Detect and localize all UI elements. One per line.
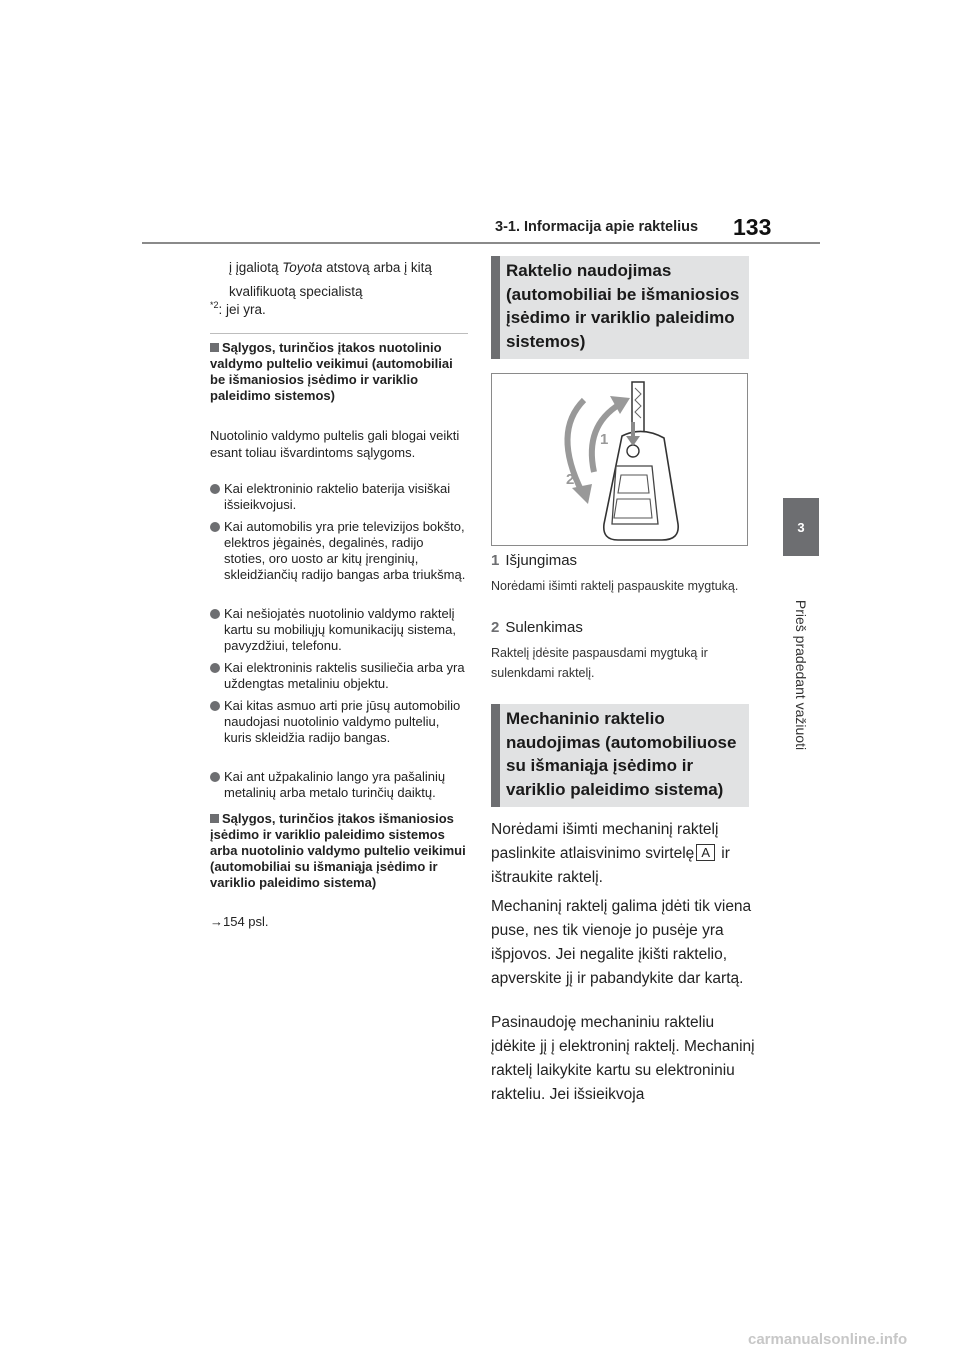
- square-bullet-icon: [210, 814, 219, 823]
- square-bullet-icon: [210, 343, 219, 352]
- intro-text: į įgaliotą Toyota atstovą arba į kitą kvalifikuotą specialistą: [229, 260, 432, 299]
- paragraph-store-key: Pasinaudoję mechaniniu rakteliu įdėkite jį į elektroninį raktelį. Mechaninį raktelį laikykite kartu su elektroniniu rakteliu. Jei išsieikvoja: [491, 1014, 755, 1103]
- header-divider: [142, 242, 820, 244]
- section-heading-key-use: Raktelio naudojimas (automobiliai be išmaniosios įsėdimo ir variklio paleidimo sistemos): [491, 256, 749, 359]
- list-item: Kai ant užpakalinio lango yra pašalinių metalinių arba metalo turinčių daiktų.: [210, 769, 468, 801]
- conditions-intro: Nuotolinio valdymo pultelis gali blogai veikti esant toliau išvardintoms sąlygoms.: [210, 428, 460, 460]
- footnote-mark: *2: [210, 300, 219, 310]
- bullet-icon: [210, 484, 220, 494]
- step-number: 1: [491, 552, 500, 569]
- watermark: carmanualsonline.info: [748, 1331, 908, 1348]
- bullet-icon: [210, 609, 220, 619]
- paragraph-insert-key: Mechaninį raktelį galima įdėti tik viena puse, nes tik vienoje jo pusėje yra išpjovos. Jei negalite įkišti raktelio, apverskite jį ir pabandykite dar kartą.: [491, 898, 752, 987]
- bullet-icon: [210, 663, 220, 673]
- conditions-heading-1: Sąlygos, turinčios įtakos nuotolinio valdymo pultelio veikimui (automobiliai be išmaniosios įsėdimo ir variklio paleidimo sistemos): [210, 340, 453, 403]
- step-description: Norėdami išimti raktelį paspauskite mygtuką.: [491, 579, 739, 593]
- page-number: 133: [733, 214, 772, 240]
- list-item: Kai automobilis yra prie televizijos bokšto, elektros jėgainės, degalinės, radijo stoties, oro uosto ar kitų įrenginių, skleidžiančių radijo bangas arba triukšmą.: [210, 519, 468, 583]
- step-1: [491, 552, 577, 569]
- chapter-number: 3: [797, 519, 805, 535]
- key-illustration: [491, 373, 748, 546]
- list-item: Kai elektroninio raktelio baterija visiškai išsieikvojusi.: [210, 481, 468, 513]
- conditions-heading-2: Sąlygos, turinčios įtakos išmaniosios įsėdimo ir variklio paleidimo sistemos arba nuotolinio valdymo pultelio veikimui (automobiliai su išmaniąja įsėdimo ir variklio paleidimo sistema): [210, 811, 466, 890]
- paragraph-remove-key: Norėdami išimti mechaninį raktelį paslinkite atlaisvinimo svirtelę A ir ištraukite raktelį.: [491, 821, 730, 886]
- brand-name: Toyota: [282, 260, 323, 275]
- section-title: 3-1. Informacija apie raktelius: [495, 219, 699, 235]
- heading-accent-bar: [491, 704, 500, 807]
- figure-label-1: 1: [600, 431, 609, 448]
- bullet-icon: [210, 701, 220, 711]
- list-item: Kai kitas asmuo arti prie jūsų automobilio naudojasi nuotolinio valdymo pulteliu, kuris skleidžia radijo bangas.: [210, 698, 468, 746]
- step-2: [491, 619, 583, 636]
- list-item: Kai elektroninis raktelis susiliečia arba yra uždengtas metaliniu objektu.: [210, 660, 468, 692]
- step-description: Raktelį įdėsite paspausdami mygtuką ir sulenkdami raktelį.: [491, 646, 708, 680]
- callout-label-a: A: [696, 844, 715, 861]
- figure-label-2: 2: [566, 471, 575, 488]
- left-divider: [210, 333, 468, 334]
- step-number: 2: [491, 619, 500, 636]
- footnote: $^{*2}$: jei yra.: [210, 300, 266, 317]
- section-heading-mechanical-key: Mechaninio raktelio naudojimas (automobiliuose su išmaniąja įsėdimo ir variklio paleidimo sistema): [491, 704, 749, 807]
- page-reference[interactable]: →154 psl.: [210, 914, 269, 929]
- list-item: Kai nešiojatės nuotolinio valdymo raktelį kartu su mobiliųjų komunikacijų sistema, pavyzdžiui, telefonu.: [210, 606, 468, 654]
- chapter-tab: [783, 498, 819, 556]
- bullet-icon: [210, 522, 220, 532]
- bullet-icon: [210, 772, 220, 782]
- heading-accent-bar: [491, 256, 500, 359]
- folding-key-diagram: [492, 374, 747, 545]
- chapter-title: Prieš pradedant važiuoti: [793, 599, 809, 751]
- step-label: Sulenkimas: [505, 619, 583, 636]
- step-label: Išjungimas: [505, 552, 578, 569]
